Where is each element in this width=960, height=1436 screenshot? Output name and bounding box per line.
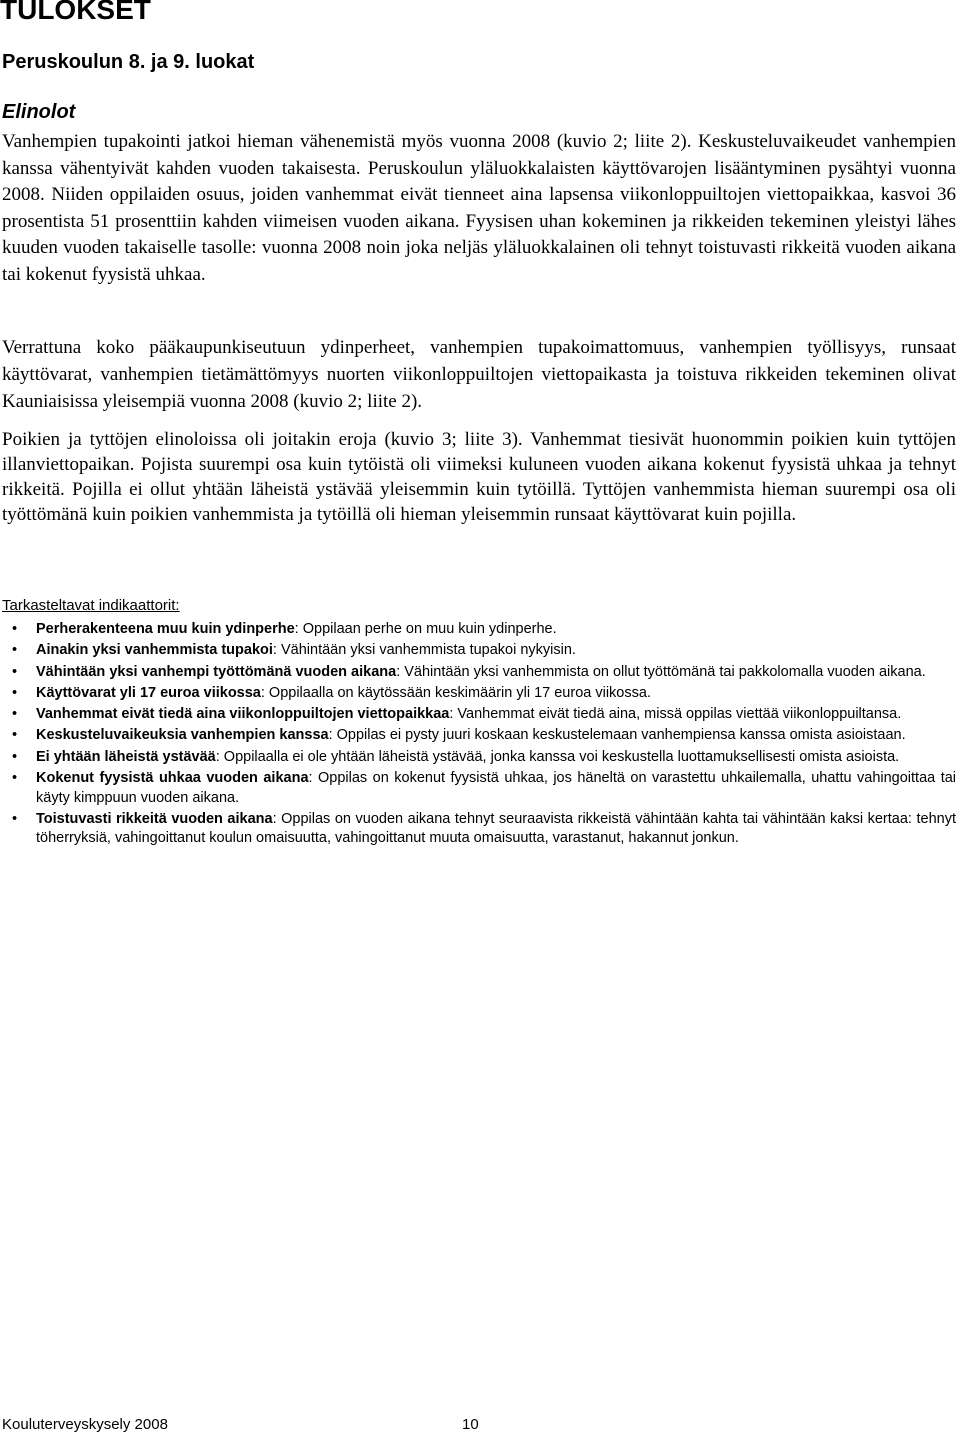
indicator-definition: : Oppilas on vuoden aikana tehnyt seuraavista rikkeistä vähintään kahta tai vähintään kaksi kertaa: tehnyt töherryksiä, vahingoittanut koulun omaisuutta, vahingoittanut muuta omaisuutta, varastanut, hakannut jonkun.: [36, 810, 956, 847]
bullet-icon: •: [12, 727, 18, 744]
page-number: 10: [462, 1416, 479, 1433]
indicator-term: Ei yhtään läheistä ystävää: [36, 748, 216, 765]
indicator-definition: : Oppilaan perhe on muu kuin ydinperhe.: [294, 621, 557, 637]
indicators-title: Tarkasteltavat indikaattorit:: [2, 597, 180, 614]
bullet-icon: •: [12, 770, 18, 787]
bullet-icon: •: [12, 810, 18, 827]
indicator-term: Vähintään yksi vanhempi työttömänä vuoden aikana: [36, 663, 397, 680]
bullet-icon: •: [12, 621, 18, 637]
indicator-item: [0, 620, 960, 640]
indicator-list: [0, 620, 960, 851]
bullet-icon: •: [12, 706, 18, 723]
indicator-item: [0, 726, 960, 746]
indicator-item: [0, 810, 960, 849]
section-heading: Peruskoulun 8. ja 9. luokat: [2, 51, 255, 73]
bullet-icon: •: [12, 684, 18, 701]
indicator-definition: : Oppilaalla on käytössään keskimäärin yli 17 euroa viikossa.: [260, 684, 651, 701]
indicator-definition: : Oppilas on kokenut fyysistä uhkaa, jos häneltä on varastettu uhkailemalla, uhattu vahingoittaa tai käyty kimppuun vuoden aikana.: [36, 770, 957, 806]
indicator-item: [0, 684, 960, 704]
indicator-definition: : Vähintään yksi vanhemmista tupakoi nykyisin.: [272, 642, 576, 659]
indicator-item: [0, 705, 960, 725]
indicator-term: Toistuvasti rikkeitä vuoden aikana: [36, 810, 273, 827]
indicator-term: Keskusteluvaikeuksia vanhempien kanssa: [36, 727, 329, 744]
indicator-term: Vanhemmat eivät tiedä aina viikonloppuiltojen viettopaikkaa: [36, 706, 450, 723]
indicator-definition: : Vanhemmat eivät tiedä aina, missä oppilas viettää viikonloppuiltansa.: [449, 706, 902, 723]
bullet-icon: •: [12, 642, 18, 659]
footer-publication: Kouluterveyskysely 2008: [2, 1416, 168, 1433]
indicator-term: Käyttövarat yli 17 euroa viikossa: [36, 684, 261, 701]
subsection-heading: Elinolot: [2, 101, 76, 123]
paragraph-comparison: Verrattuna koko pääkaupunkiseutuun ydinperheet, vanhempien tupakoimattomuus, vanhempien työllisyys, runsaat käyttövarat, vanhempien tietämättömyys nuorten viikonloppuiltojen viettopaikasta ja toistuva rikkeiden tekeminen olivat Kauniaisissa yleisempiä vuonna 2008 (kuvio 2; liite 2).: [2, 337, 956, 412]
indicator-term: Ainakin yksi vanhemmista tupakoi: [36, 642, 273, 659]
indicator-item: [0, 769, 960, 808]
indicator-term: Perherakenteena muu kuin ydinperhe: [36, 621, 295, 637]
indicator-item: [0, 641, 960, 661]
indicator-definition: : Oppilas ei pysty juuri koskaan keskustelemaan vanhempiensa kanssa omista asioistaan.: [328, 727, 906, 744]
indicator-definition: : Vähintään yksi vanhemmista on ollut työttömänä tai pakkolomalla vuoden aikana.: [396, 663, 926, 680]
indicator-item: [0, 748, 960, 768]
paragraph-living-conditions: Vanhempien tupakointi jatkoi hieman vähenemistä myös vuonna 2008 (kuvio 2; liite 2). Keskusteluvaikeudet vanhempien kanssa vähentyivät kahden vuoden takaisesta. Peruskoulun yläluokkalaisten käyttövarojen lisääntyminen pysähtyi vuonna 2008. Niiden oppilaiden osuus, joiden vanhemmat eivät tienneet aina lapsensa viikonloppuiltojen viettopaikkaa, kasvoi 36 prosentista 51 prosenttiin kahden viimeisen vuoden aikana. Fyysisen uhan kokeminen ja rikkeiden tekeminen yleistyi lähes kuuden vuoden takaiselle tasolle: vuonna 2008 noin joka neljäs yläluokkalainen oli tehnyt toistuvasti rikkeitä vuoden aikana tai kokenut fyysistä uhkaa.: [2, 131, 956, 285]
paragraph-gender-differences: Poikien ja tyttöjen elinoloissa oli joitakin eroja (kuvio 3; liite 3). Vanhemmat tiesivät huonommin poikien kuin tyttöjen illanviettopaikan. Pojista suurempi osa kuin tytöistä oli viimeksi kuluneen vuoden aikana kokenut fyysistä uhkaa ja tehnyt rikkeitä. Pojilla ei ollut yhtään läheistä ystävää yleisemmin kuin tytöillä. Tyttöjen vanhemmista hieman suurempi osa oli työttömänä kuin poikien vanhemmista ja tytöillä oli hieman yleisemmin runsaat käyttövarat kuin pojilla.: [2, 429, 956, 525]
indicator-item: [0, 663, 960, 683]
bullet-icon: •: [12, 663, 18, 680]
bullet-icon: •: [12, 748, 18, 765]
indicator-definition: : Oppilaalla ei ole yhtään läheistä ystävää, jonka kanssa voi keskustella luottamuksellisesti omista asioista.: [215, 748, 900, 765]
page-title: TULOKSET: [0, 0, 151, 25]
indicator-term: Kokenut fyysistä uhkaa vuoden aikana: [36, 770, 309, 787]
